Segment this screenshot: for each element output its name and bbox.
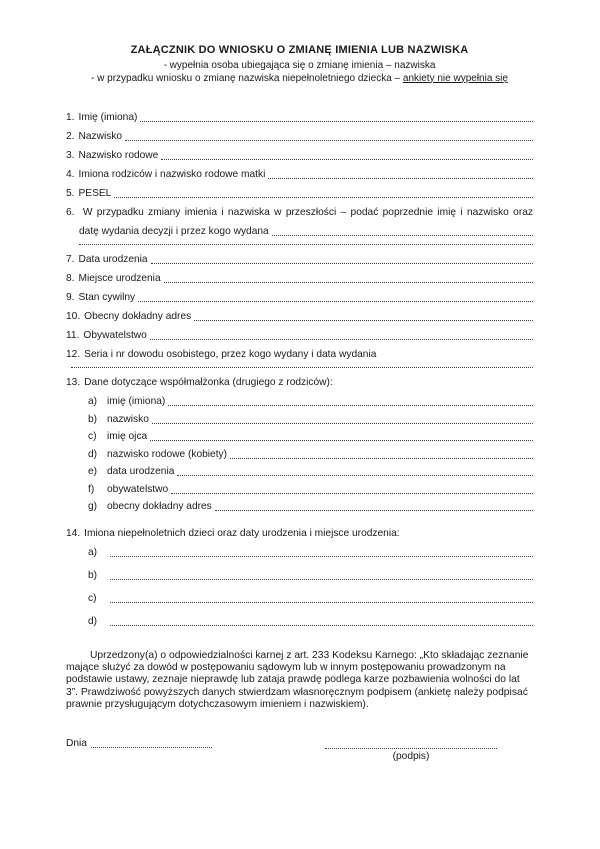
subfield-nazwisko [66, 413, 533, 426]
signature-field [325, 737, 497, 763]
subfield-dziecko-d [66, 615, 533, 628]
item-label: W przypadku zmiany imienia i nazwiska w przeszłości – podać poprzednie imię i nazwisko oraz [82, 207, 533, 218]
document-header [66, 44, 533, 85]
item-label: Stan cywilny [78, 292, 136, 303]
item-number: 5. [66, 188, 75, 199]
item-number: 3. [66, 150, 75, 161]
subfield-obywatelstwo [66, 483, 533, 496]
subfield-dziecko-c [66, 592, 533, 605]
item-text-justified [66, 206, 533, 219]
item-number: 7. [66, 254, 75, 265]
fill-in-line [164, 282, 533, 283]
signature-fill-in-line [325, 737, 497, 749]
item-number: 4. [66, 169, 75, 180]
item-number: 9. [66, 292, 75, 303]
item-number: 10. [66, 311, 81, 322]
item-number: 13. [66, 377, 81, 388]
item-label: PESEL [78, 188, 112, 199]
item-heading [66, 348, 533, 361]
subitem-letter: a) [88, 396, 98, 407]
item-label: Obecny dokładny adres [84, 311, 192, 322]
item-number: 6. [66, 207, 75, 218]
item-label: Nazwisko rodowe [78, 150, 159, 161]
field-nazwisko-rodowe [66, 149, 533, 162]
subtitle-line-2-prefix: - w przypadku wniosku o zmianę nazwiska niepełnoletniego dziecka – [91, 72, 403, 84]
item-label: Data urodzenia [78, 254, 148, 265]
field-obecny-adres [66, 310, 533, 323]
subitem-letter: b) [88, 570, 98, 581]
subitem-letter: e) [88, 466, 98, 477]
subfield-data-urodzenia [66, 465, 533, 478]
item-number: 8. [66, 273, 75, 284]
fill-in-line [171, 493, 533, 494]
fill-in-line [125, 140, 533, 141]
item-label: Miejsce urodzenia [78, 273, 161, 284]
subitem-letter: c) [88, 593, 97, 604]
section-dane-wspolmalzonka [66, 376, 533, 513]
subitem-letter: d) [88, 448, 98, 460]
field-pesel [66, 187, 533, 200]
item-heading [66, 527, 533, 540]
subtitle-line-1: - wypełnia osoba ubiegająca się o zmianę imienia – nazwiska [163, 60, 436, 71]
fill-in-line [138, 301, 533, 302]
signature-caption: (podpis) [392, 751, 430, 763]
date-field [66, 737, 212, 750]
item-continuation [79, 225, 533, 238]
signature-footer [66, 737, 533, 763]
fill-in-line [194, 320, 533, 321]
item-continuation-line [79, 244, 533, 247]
fill-in-line [71, 367, 533, 368]
field-imiona-rodzicow [66, 168, 533, 181]
subitem-letter: c) [88, 431, 97, 442]
subitem-label: nazwisko [107, 413, 149, 425]
fill-in-line [151, 263, 533, 264]
form-body [66, 111, 533, 628]
subfield-imie-ojca [66, 430, 533, 443]
subitem-label: imię ojca [107, 431, 148, 442]
subitem-label: obywatelstwo [107, 483, 169, 495]
subitem-letter: a) [88, 547, 98, 558]
field-dowod-osobisty [66, 348, 533, 370]
fill-in-line [110, 602, 533, 603]
subfield-nazwisko-rodowe [66, 448, 533, 461]
subitem-label: nazwisko rodowe (kobiety) [107, 448, 228, 460]
fill-in-line [150, 440, 533, 441]
subitem-letter: g) [88, 501, 98, 512]
subitem-letter: b) [88, 413, 98, 425]
item-label: Obywatelstwo [83, 330, 147, 341]
fill-in-line [161, 159, 533, 160]
fill-in-line [272, 235, 533, 236]
item-label: Nazwisko [78, 131, 123, 142]
item-number: 2. [66, 131, 75, 142]
subitem-label: imię (imiona) [107, 396, 166, 407]
item-label: Imiona rodziców i nazwisko rodowe matki [78, 169, 266, 180]
subitem-letter: f) [88, 483, 95, 495]
item-continuation-line [71, 367, 533, 370]
item-label: Seria i nr dowodu osobistego, przez kogo wydany i data wydania [84, 349, 377, 360]
item-number: 11. [66, 330, 80, 341]
subitem-label: obecny dokładny adres [107, 501, 212, 512]
item-number: 14. [66, 528, 81, 539]
fill-in-line [140, 121, 533, 122]
field-obywatelstwo [66, 329, 533, 342]
fill-in-line [110, 579, 533, 580]
fill-in-line [110, 625, 533, 626]
fill-in-line [150, 339, 533, 340]
field-poprzednie-imie-nazwisko [66, 206, 533, 247]
fill-in-line [114, 197, 533, 198]
field-stan-cywilny [66, 291, 533, 304]
section-imiona-dzieci [66, 527, 533, 628]
fill-in-line [110, 556, 533, 557]
item-number: 1. [66, 112, 75, 123]
field-nazwisko [66, 130, 533, 143]
fill-in-line [168, 405, 533, 406]
field-data-urodzenia [66, 253, 533, 266]
subfield-obecny-adres [66, 500, 533, 513]
item-heading [66, 376, 533, 389]
document-title: ZAŁĄCZNIK DO WNIOSKU O ZMIANĘ IMIENIA LUB NAZWISKA [130, 44, 469, 56]
fill-in-line [268, 178, 533, 179]
subitem-label: data urodzenia [107, 466, 175, 477]
item-label: datę wydania decyzji i przez kogo wydana [79, 226, 269, 237]
subfield-dziecko-b [66, 569, 533, 582]
subtitle-line-2 [66, 73, 533, 86]
subtitle-line-2-underlined: ankiety nie wypełnia się [402, 72, 508, 84]
declaration-paragraph: Uprzedzony(a) o odpowiedzialności karnej z art. 233 Kodeksu Karnego: „Kto składając zeznanie mające służyć za dowód w postępowaniu sądowym lub w innym postępowaniu prowadzonym na podstawie ustawy, zeznaje nieprawdę lub zataja prawdę podlega karze pozbawienia wolności do lat 3”. Prawdziwość powyższych danych stwierdzam własnoręcznym podpisem (ankietę należy podpisać prawnie przysługującym dotychczasowym imieniem i nazwiskiem). [66, 650, 529, 710]
item-label: Imiona niepełnoletnich dzieci oraz daty urodzenia i miejsce urodzenia: [84, 528, 400, 539]
fill-in-line [152, 423, 533, 424]
fill-in-line [79, 244, 533, 245]
field-miejsce-urodzenia [66, 272, 533, 285]
item-number: 12. [66, 349, 81, 360]
field-imie-imiona [66, 111, 533, 124]
subfield-imie-imiona [66, 395, 533, 408]
item-label: Dane dotyczące współmałżonka (drugiego z rodziców): [84, 377, 333, 388]
item-label: Imię (imiona) [78, 112, 138, 123]
subitem-letter: d) [88, 616, 98, 627]
fill-in-line [177, 475, 533, 476]
fill-in-line [230, 458, 533, 459]
date-label: Dnia [66, 738, 87, 750]
date-fill-in-line [91, 747, 212, 748]
subfield-dziecko-a [66, 546, 533, 559]
fill-in-line [215, 510, 533, 511]
